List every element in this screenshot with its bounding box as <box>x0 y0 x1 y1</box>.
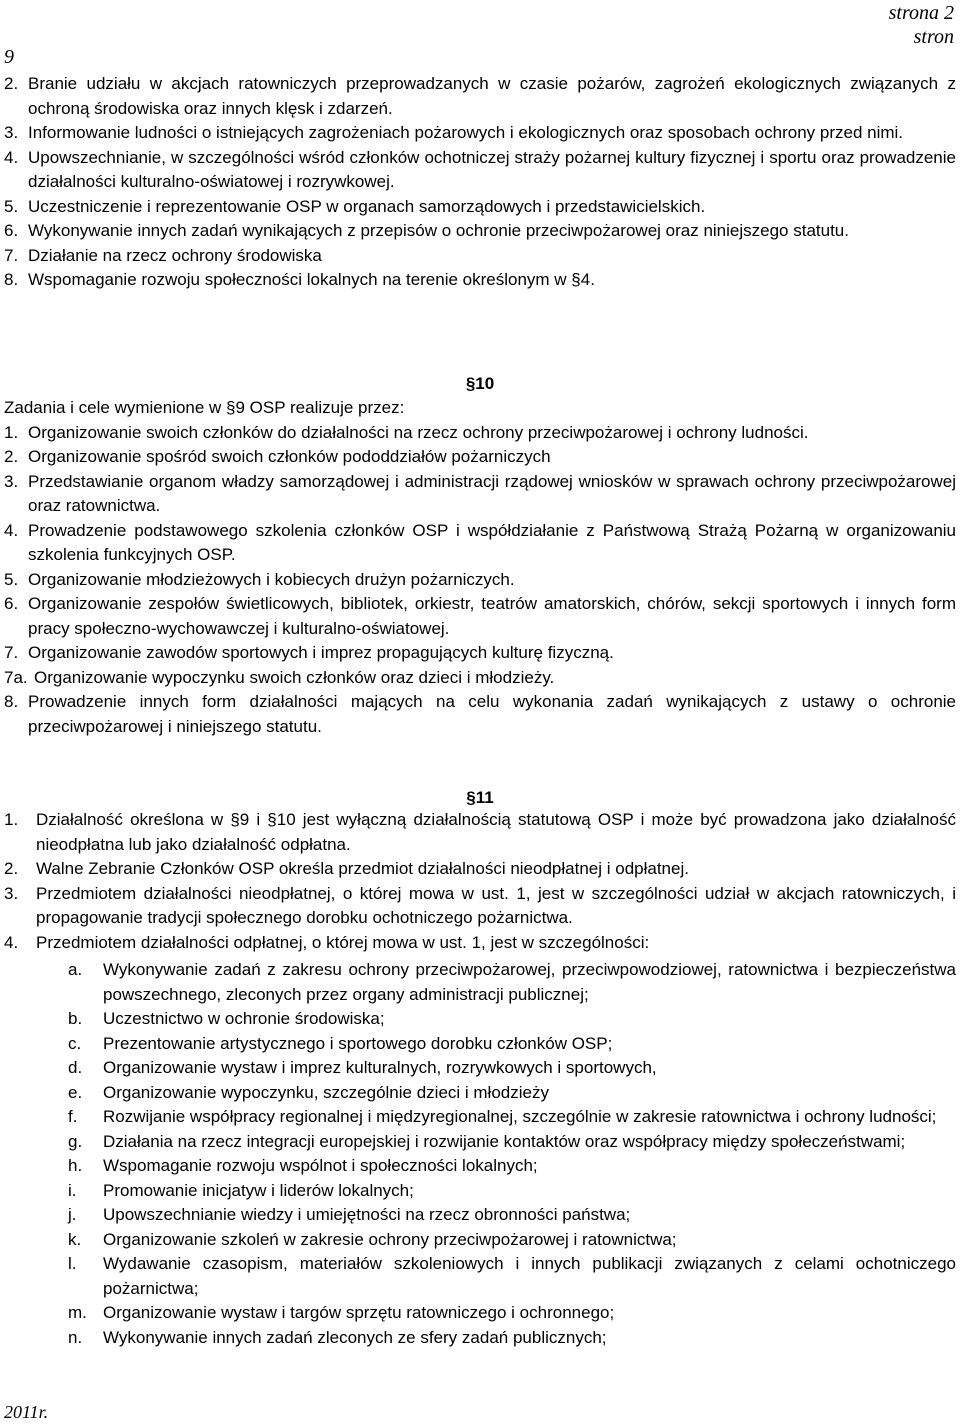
item-number: 1. <box>4 810 19 829</box>
item-number: 2. <box>4 447 19 466</box>
sub-list-item <box>68 1252 956 1301</box>
item-text: Uczestnictwo w ochronie środowiska; <box>103 1009 385 1028</box>
item-letter: f. <box>68 1107 78 1126</box>
sub-list-item <box>68 1154 956 1179</box>
item-text: Organizowanie wystaw i targów sprzętu ratowniczego i ochronnego; <box>103 1303 615 1322</box>
list-item <box>4 666 956 691</box>
list-item <box>4 641 956 666</box>
list-item <box>4 690 956 739</box>
item-text: Wykonywanie innych zadań wynikających z przepisów o ochronie przeciwpożarowej oraz niniejszego statutu. <box>28 221 849 240</box>
item-number: 7. <box>4 245 19 265</box>
item-number: 6. <box>4 221 19 240</box>
item-letter: c. <box>68 1033 82 1053</box>
sub-list-item <box>68 1056 956 1081</box>
item-text: Działanie na rzecz ochrony środowiska <box>28 245 322 265</box>
page-total-number: 9 <box>4 46 14 68</box>
item-text: Przedmiotem działalności nieodpłatnej, o której mowa w ust. 1, jest w szczególności udział w akcjach ratowniczych, i propagowanie tradycji społecznego dorobku ochotniczego pożarnictwa. <box>36 883 956 927</box>
list-item <box>4 808 956 857</box>
list-item <box>4 931 956 956</box>
list-item <box>4 72 956 121</box>
item-text: Uczestniczenie i reprezentowanie OSP w organach samorządowych i przedstawicielskich. <box>28 196 706 216</box>
list-item <box>4 219 956 244</box>
sub-list-item <box>68 1203 956 1228</box>
section-10-intro: Zadania i cele wymienione w §9 OSP realizuje przez: <box>4 398 405 417</box>
item-text: Organizowanie spośród swoich członków pododdziałów pożarniczych <box>28 447 551 466</box>
sub-list-item <box>68 958 956 1007</box>
item-text: Działalność określona w §9 i §10 jest wyłączną działalnością statutową OSP i może być prowadzona jako działalność nieodpłatna lub jako działalność odpłatna. <box>36 810 956 854</box>
sub-list-item <box>68 1326 956 1351</box>
item-text: Promowanie inicjatyw i liderów lokalnych; <box>103 1180 414 1200</box>
item-text: Branie udziału w akcjach ratowniczych przeprowadzanych w czasie pożarów, zagrożeń ekologicznych związanych z ochroną środowiska oraz innych klęsk i zdarzeń. <box>28 74 956 118</box>
sub-list-item <box>68 1007 956 1032</box>
list-item <box>4 470 956 519</box>
item-text: Organizowanie szkoleń w zakresie ochrony przeciwpożarowej i ratownictwa; <box>103 1229 677 1249</box>
item-text: Wykonywanie zadań z zakresu ochrony przeciwpożarowej, przeciwpowodziowej, ratownictwa i bezpieczeństwa powszechnego, zleconych przez organy administracji publicznej; <box>103 960 956 1004</box>
item-text: Prezentowanie artystycznego i sportowego dorobku członków OSP; <box>103 1033 613 1053</box>
item-letter: j. <box>68 1205 77 1224</box>
sub-list-item <box>68 1301 956 1326</box>
sub-list-item <box>68 1228 956 1253</box>
list-item <box>4 195 956 220</box>
item-text: Prowadzenie podstawowego szkolenia członków OSP i współdziałanie z Państwową Strażą Pożarną w organizowaniu szkolenia funkcyjnych OSP. <box>28 520 956 564</box>
item-number: 4. <box>4 147 19 167</box>
item-number: 1. <box>4 422 19 442</box>
item-number: 4. <box>4 932 19 952</box>
item-letter: l. <box>68 1254 77 1273</box>
item-number: 2. <box>4 74 19 93</box>
page-number-label: strona 2 <box>888 2 954 24</box>
list-item <box>4 421 956 446</box>
section-10-list <box>4 396 956 739</box>
list-item <box>4 244 956 269</box>
item-letter: i. <box>68 1180 77 1200</box>
item-text: Informowanie ludności o istniejących zagrożeniach pożarowych i ekologicznych oraz sposobach ochrony przed nimi. <box>28 123 904 142</box>
item-text: Organizowanie młodzieżowych i kobiecych drużyn pożarniczych. <box>28 569 515 589</box>
sub-list-item <box>68 1179 956 1204</box>
item-text: Prowadzenie innych form działalności mających na celu wykonania zadań wynikających z ustawy o ochronie przeciwpożarowej i niniejszego statutu. <box>28 692 956 736</box>
item-number: 4. <box>4 520 19 540</box>
list-item <box>4 146 956 195</box>
item-number: 3. <box>4 883 19 903</box>
item-number: 2. <box>4 859 19 878</box>
list-item <box>4 857 956 882</box>
item-letter: h. <box>68 1156 83 1175</box>
item-text: Przedstawianie organom władzy samorządowej i administracji rządowej wniosków w sprawach ochrony przeciwpożarowej oraz ratownictwa. <box>28 471 956 515</box>
item-number: 3. <box>4 471 19 491</box>
item-number: 5. <box>4 569 19 589</box>
item-letter: m. <box>68 1303 87 1322</box>
item-text: Wydawanie czasopism, materiałów szkoleniowych i innych publikacji związanych z celami ochotniczego pożarnictwa; <box>103 1254 956 1298</box>
list-item <box>4 445 956 470</box>
sub-list-item <box>68 1130 956 1155</box>
item-letter: k. <box>68 1229 82 1249</box>
item-text: Upowszechnianie, w szczególności wśród członków ochotniczej straży pożarnej kultury fizycznej i sportu oraz prowadzenie działalności kulturalno-oświatowej i rozrywkowej. <box>28 147 956 191</box>
item-text: Walne Zebranie Członków OSP określa przedmiot działalności nieodpłatnej i odpłatnej. <box>36 859 689 878</box>
item-number: 7a. <box>4 667 28 687</box>
item-number: 5. <box>4 196 19 216</box>
sub-list-item <box>68 1032 956 1057</box>
item-text: Organizowanie zawodów sportowych i imprez propagujących kulturę fizyczną. <box>28 643 614 662</box>
item-letter: n. <box>68 1327 83 1347</box>
section-9-list <box>4 72 956 293</box>
footer-year: 2011r. <box>4 1402 49 1422</box>
sub-list-item <box>68 1105 956 1130</box>
item-text: Przedmiotem działalności odpłatnej, o której mowa w ust. 1, jest w szczególności: <box>36 932 650 952</box>
item-letter: b. <box>68 1009 83 1028</box>
item-text: Wspomaganie rozwoju wspólnot i społeczności lokalnych; <box>103 1156 538 1175</box>
section-11-list <box>4 808 956 955</box>
item-number: 8. <box>4 270 19 289</box>
item-number: 8. <box>4 692 19 711</box>
item-letter: e. <box>68 1082 83 1102</box>
list-item <box>4 121 956 146</box>
item-text: Organizowanie swoich członków do działalności na rzecz ochrony przeciwpożarowej i ochrony ludności. <box>28 422 809 442</box>
item-text: Organizowanie wystaw i imprez kulturalnych, rozrywkowych i sportowych, <box>103 1058 657 1077</box>
item-number: 6. <box>4 594 19 613</box>
section-11-heading: §11 <box>466 788 494 807</box>
item-text: Wspomaganie rozwoju społeczności lokalnych na terenie określonym w §4. <box>28 270 595 289</box>
list-item <box>4 268 956 293</box>
sub-list-item <box>68 1081 956 1106</box>
item-text: Upowszechnianie wiedzy i umiejętności na rzecz obronności państwa; <box>103 1205 631 1224</box>
item-letter: a. <box>68 960 83 979</box>
item-letter: d. <box>68 1058 83 1077</box>
item-text: Rozwijanie współpracy regionalnej i międzyregionalnej, szczególnie w zakresie ratownictwa i ochrony ludności; <box>103 1107 937 1126</box>
item-text: Organizowanie wypoczynku, szczególnie dzieci i młodzieży <box>103 1082 549 1102</box>
item-text: Wykonywanie innych zadań zleconych ze sfery zadań publicznych; <box>103 1327 607 1347</box>
section-10-heading: §10 <box>465 374 495 393</box>
item-number: 3. <box>4 123 19 142</box>
list-item <box>4 882 956 931</box>
list-item <box>4 568 956 593</box>
section-11-sublist <box>68 958 956 1350</box>
item-number: 7. <box>4 643 19 662</box>
item-letter: g. <box>68 1131 83 1151</box>
item-text: Organizowanie wypoczynku swoich członków oraz dzieci i młodzieży. <box>34 667 555 687</box>
item-text: Organizowanie zespołów świetlicowych, bibliotek, orkiestr, teatrów amatorskich, chórów, sekcji sportowych i innych form pracy społeczno-wychowawczej i kulturalno-oświatowej. <box>28 594 956 638</box>
page-total-label: stron <box>913 26 954 48</box>
list-item <box>4 592 956 641</box>
list-item <box>4 519 956 568</box>
item-text: Działania na rzecz integracji europejskiej i rozwijanie kontaktów oraz współpracy między społeczeństwami; <box>103 1131 906 1151</box>
